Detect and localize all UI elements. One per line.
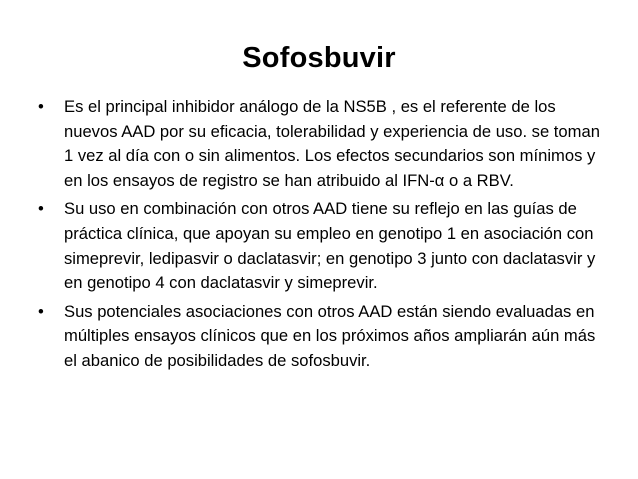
slide-title: Sofosbuvir <box>242 42 396 74</box>
bullet-item <box>38 95 610 193</box>
bullet-text: Su uso en combinación con otros AAD tiene su reflejo en las guías de práctica clínica, que apoyan su empleo en genotipo 1 en asociación con simeprevir, ledipasvir o daclatasvir; en genotipo 3 junto con daclatasvir y en genotipo 4 con daclatasvir y simeprevir. <box>64 199 596 293</box>
bullet-item <box>38 300 610 374</box>
bullet-dot-icon: • <box>38 199 44 219</box>
bullet-item <box>38 197 610 295</box>
bullet-dot-icon: • <box>38 97 44 116</box>
bullet-text: Sus potenciales asociaciones con otros AAD están siendo evaluadas en múltiples ensayos clínicos que en los próximos años ampliarán aún más el abanico de posibilidades de sofosbuvir. <box>64 301 596 370</box>
bullet-dot-icon: • <box>38 301 44 321</box>
bullet-list <box>38 95 610 378</box>
bullet-text: Es el principal inhibidor análogo de la NS5B , es el referente de los nuevos AAD por su eficacia, tolerabilidad y experiencia de uso. se toman 1 vez al día con o sin alimentos. Los efectos secundarios son mínimos y en los ensayos de registro se han atribuido al IFN-α o a RBV. <box>64 97 600 190</box>
